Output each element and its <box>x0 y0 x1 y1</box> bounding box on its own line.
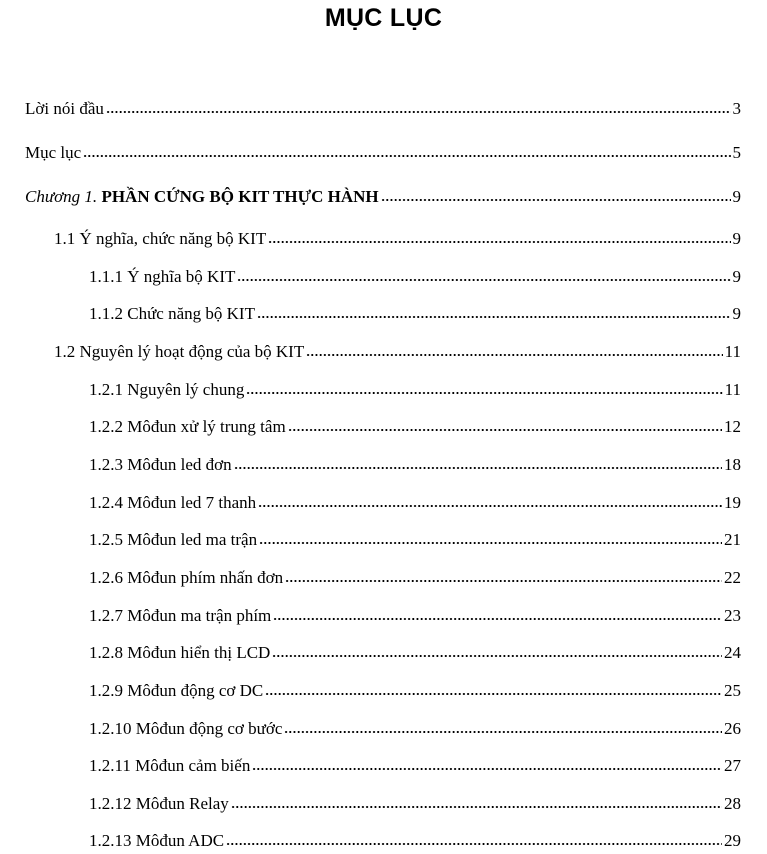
toc-entry[interactable] <box>54 339 741 365</box>
toc-page-number: 21 <box>724 530 741 549</box>
toc-entry-title: 1.2.2 Môđun xử lý trung tâm <box>89 417 286 436</box>
toc-entry[interactable] <box>25 96 741 122</box>
toc-page-number: 9 <box>732 187 741 206</box>
toc-entry-title: Lời nói đầu <box>25 99 104 118</box>
toc-page-number: 9 <box>732 229 741 248</box>
chapter-prefix: Chương 1. <box>25 187 98 206</box>
dot-leader <box>234 464 722 472</box>
toc-entry[interactable] <box>89 527 741 553</box>
toc-entry[interactable] <box>89 603 741 629</box>
dot-leader <box>265 690 722 698</box>
chapter-title: PHẦN CỨNG BỘ KIT THỰC HÀNH <box>101 187 379 206</box>
toc-entry-title: 1.2.10 Môđun động cơ bước <box>89 719 283 738</box>
toc-page-number: 12 <box>724 417 741 436</box>
dot-leader <box>288 426 722 434</box>
toc-page-number: 18 <box>724 455 741 474</box>
toc-entry[interactable] <box>89 716 741 742</box>
toc-entry[interactable] <box>89 490 741 516</box>
toc-entry[interactable] <box>89 452 741 478</box>
toc-entry[interactable] <box>89 640 741 666</box>
dot-leader <box>273 615 722 623</box>
toc-entry[interactable] <box>89 678 741 704</box>
toc-entry-title: 1.2.13 Môđun ADC <box>89 831 225 850</box>
toc-page-number: 26 <box>724 719 741 738</box>
dot-leader <box>252 765 722 773</box>
toc-entry-title: 1.1.2 Chức năng bộ KIT <box>89 304 255 323</box>
dot-leader <box>258 502 722 510</box>
toc-entry-title: 1.2.3 Môđun led đơn <box>89 455 232 474</box>
toc-entry-title: 1.2.4 Môđun led 7 thanh <box>89 493 257 512</box>
toc-entry[interactable] <box>89 301 741 327</box>
dot-leader <box>259 539 722 547</box>
toc-page-number: 3 <box>732 99 741 118</box>
toc-entry[interactable] <box>89 264 741 290</box>
toc-entry[interactable] <box>25 184 741 210</box>
toc-page-number: 22 <box>724 568 741 587</box>
toc-entry-title: Mục lục <box>25 143 82 162</box>
toc-entry[interactable] <box>89 753 741 779</box>
toc-page-number: 28 <box>724 794 741 813</box>
toc-entry[interactable] <box>89 414 741 440</box>
toc-entry-title: 1.2.12 Môđun Relay <box>89 794 229 813</box>
dot-leader <box>231 803 722 811</box>
dot-leader <box>268 238 730 246</box>
toc-page-number: 27 <box>724 756 741 775</box>
dot-leader <box>381 196 731 204</box>
toc-entry[interactable] <box>89 565 741 591</box>
dot-leader <box>257 313 731 321</box>
toc-page-number: 23 <box>724 606 741 625</box>
dot-leader <box>246 389 722 397</box>
toc-page-number: 11 <box>724 342 741 361</box>
toc-page-number: 19 <box>724 493 741 512</box>
dot-leader <box>284 728 722 736</box>
toc-entry-title: 1.2.6 Môđun phím nhấn đơn <box>89 568 284 587</box>
page-title: MỤC LỤC <box>324 4 443 32</box>
toc-entry-title: 1.2.11 Môđun cảm biến <box>89 756 251 775</box>
toc-entry-title: 1.2.8 Môđun hiển thị LCD <box>89 643 271 662</box>
toc-entry-title <box>25 184 381 210</box>
dot-leader <box>285 577 722 585</box>
toc-entry-title: 1.2.5 Môđun led ma trận <box>89 530 258 549</box>
dot-leader <box>83 152 730 160</box>
dot-leader <box>237 276 730 284</box>
toc-page-number: 11 <box>724 380 741 399</box>
dot-leader <box>106 108 731 116</box>
toc-entry[interactable] <box>54 226 741 252</box>
toc-entry[interactable] <box>89 791 741 817</box>
toc-entry[interactable] <box>25 140 741 166</box>
toc-entry-title: 1.2.7 Môđun ma trận phím <box>89 606 272 625</box>
dot-leader <box>306 351 722 359</box>
toc-entry-title: 1.1.1 Ý nghĩa bộ KIT <box>89 267 236 286</box>
dot-leader <box>272 652 722 660</box>
toc-entry-title: 1.2.9 Môđun động cơ DC <box>89 681 264 700</box>
dot-leader <box>226 840 722 848</box>
toc-page-number: 25 <box>724 681 741 700</box>
toc-page-number: 5 <box>732 143 741 162</box>
toc-page-number: 29 <box>724 831 741 850</box>
toc-page-number: 9 <box>732 304 741 323</box>
toc-page-number: 9 <box>732 267 741 286</box>
toc-entry-title: 1.1 Ý nghĩa, chức năng bộ KIT <box>54 229 267 248</box>
toc-entry-title: 1.2 Nguyên lý hoạt động của bộ KIT <box>54 342 305 361</box>
toc-entry[interactable] <box>89 828 741 854</box>
toc-entry[interactable] <box>89 377 741 403</box>
toc-entry-title: 1.2.1 Nguyên lý chung <box>89 380 245 399</box>
toc-page-number: 24 <box>724 643 741 662</box>
